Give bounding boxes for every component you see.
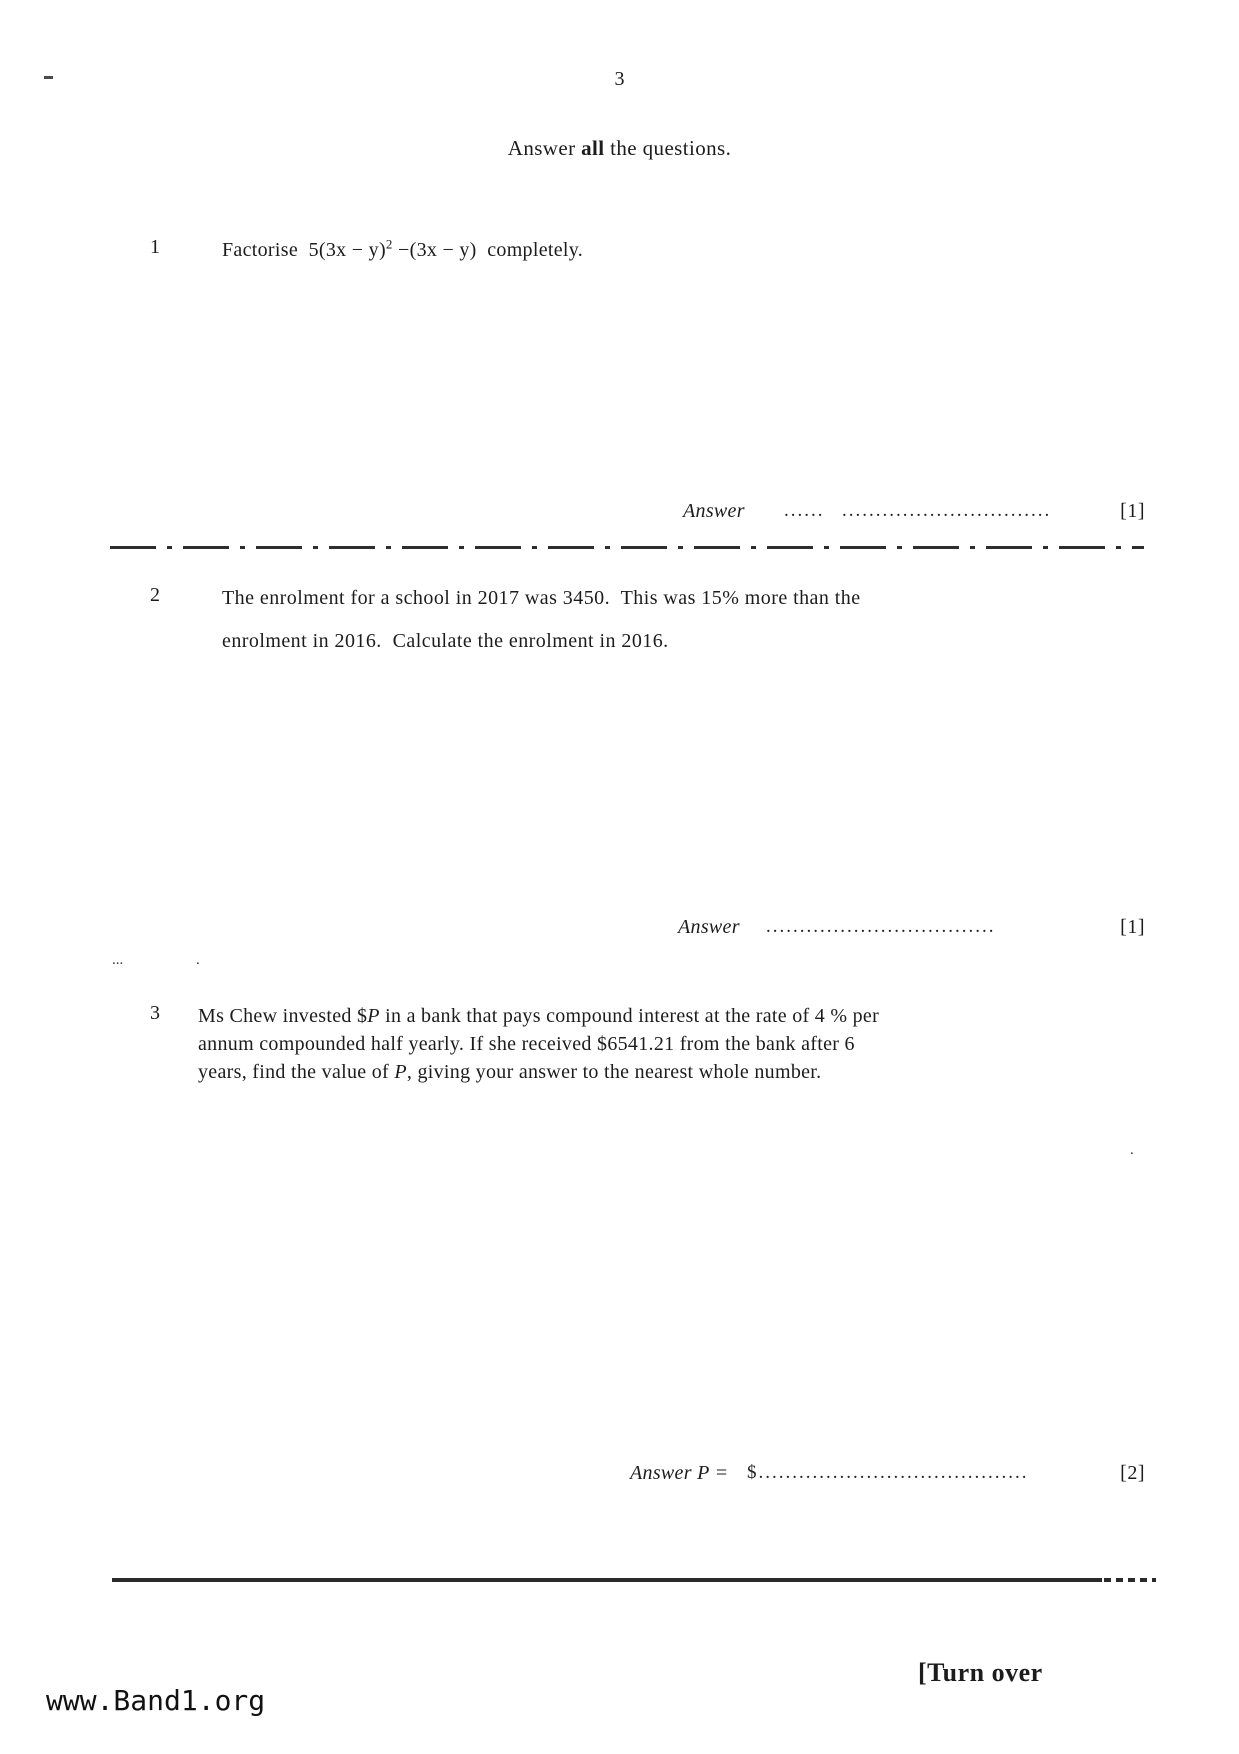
answer-row-1 <box>0 500 1239 530</box>
section-divider-dashed <box>110 546 1144 549</box>
question-3-line1-variable: P <box>367 1005 380 1027</box>
question-3-line-2: annum compounded half yearly. If she received $6541.21 from the bank after 6 <box>198 1033 855 1055</box>
answer-2-label: Answer <box>678 916 740 938</box>
question-2-line-1: The enrolment for a school in 2017 was 3450. This was 15% more than the <box>222 587 861 609</box>
answer-3-label <box>630 1462 728 1485</box>
scan-artifact-dot: . <box>196 952 200 968</box>
answer-2-dots: .................................. <box>766 916 996 937</box>
question-3-number: 3 <box>150 1002 160 1024</box>
answer-3-label-pre: Answer <box>630 1462 698 1484</box>
instruction-line <box>0 136 1239 161</box>
answer-3-marks: [2] <box>1120 1462 1145 1484</box>
answer-row-2 <box>0 916 1239 946</box>
question-1-seg2: −(3x − y) completely. <box>392 239 584 261</box>
question-3-line3-pre: years, find the value of <box>198 1061 395 1083</box>
question-3-line-1 <box>198 1002 1038 1030</box>
answer-1-dots-long: ............................... <box>842 500 1052 521</box>
answer-1-dots-short: ...... <box>784 500 825 521</box>
answer-3-label-eq: = <box>709 1462 729 1484</box>
turn-over-label: [Turn over <box>918 1658 1043 1687</box>
scan-artifact-dots: ... <box>112 952 124 968</box>
question-1-number: 1 <box>150 236 160 258</box>
page-number: 3 <box>614 68 625 90</box>
scan-artifact-dot-right: . <box>1130 1142 1134 1158</box>
question-1-seg1: Factorise 5(3x − y) <box>222 239 386 261</box>
answer-3-label-variable: P <box>697 1462 710 1484</box>
question-3-text <box>198 1002 1038 1086</box>
question-3-line3-variable: P <box>394 1061 407 1083</box>
answer-1-marks: [1] <box>1120 500 1145 522</box>
answer-row-3 <box>0 1462 1239 1492</box>
question-3-line3-post: , giving your answer to the nearest whole number. <box>406 1061 822 1083</box>
question-3-line1-post: in a bank that pays compound interest at the rate of 4 % per <box>379 1005 880 1027</box>
instruction-post: the questions. <box>604 136 732 160</box>
instruction-emphasis: all <box>581 136 605 160</box>
question-1-text <box>222 236 583 264</box>
question-1-exponent: 2 <box>385 236 393 252</box>
question-3-line-3 <box>198 1058 1038 1086</box>
question-2-line-2: enrolment in 2016. Calculate the enrolment in 2016. <box>222 630 669 652</box>
bottom-rule-dashed-tail <box>1104 1578 1156 1582</box>
question-3-line1-pre: Ms Chew invested $ <box>198 1005 368 1027</box>
site-watermark: www.Band1.org <box>46 1684 266 1717</box>
instruction-pre: Answer <box>507 136 582 160</box>
bottom-rule <box>112 1578 1102 1582</box>
answer-3-value-line: $........................................ <box>747 1462 1029 1483</box>
answer-1-label: Answer <box>683 500 745 522</box>
answer-2-marks: [1] <box>1120 916 1145 938</box>
question-2-number: 2 <box>150 584 160 606</box>
